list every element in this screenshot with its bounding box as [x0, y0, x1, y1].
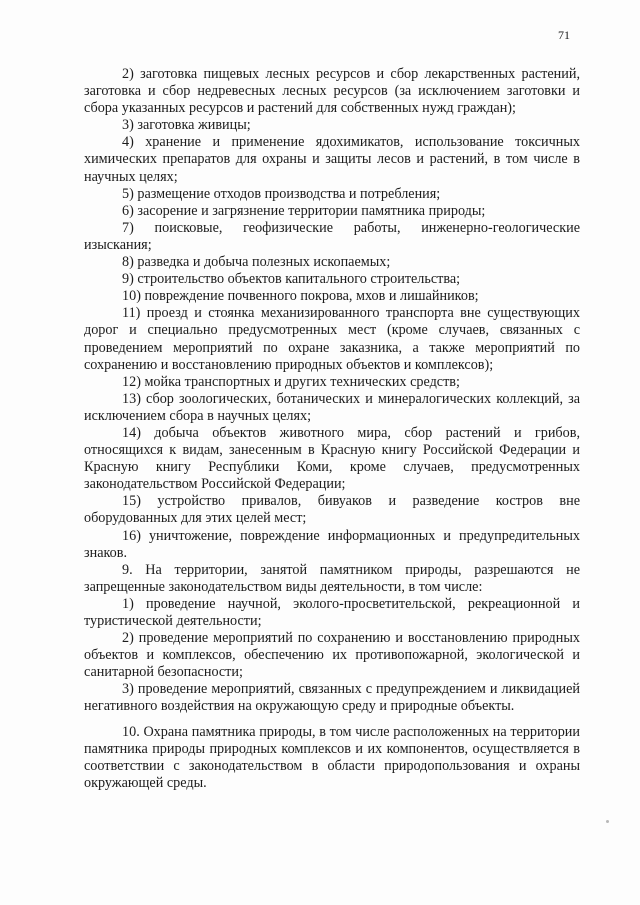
paragraph-item-9: 9) строительство объектов капитального строительства;: [122, 271, 461, 288]
paragraph-item-4: 4) хранение и применение ядохимикатов, использование токсичных химических препаратов для охраны и защиты лесов и растений, в том числе в научных целях;: [84, 134, 580, 185]
paragraph-item-6: 6) засорение и загрязнение территории памятника природы;: [122, 202, 486, 219]
section-10-paragraph: 10. Охрана памятника природы, в том числе расположенных на территории памятника природы природных комплексов и их компонентов, осуществляется в соответствии с законодательством в области природопользования и охраны окружающей среды.: [84, 723, 580, 791]
paragraph-item-12: 12) мойка транспортных и других технических средств;: [122, 373, 460, 390]
section-9-intro: 9. На территории, занятой памятником природы, разрешаются не запрещенные законодательством виды деятельности, в том числе:: [84, 561, 580, 595]
paragraph-item-11: 11) проезд и стоянка механизированного транспорта вне существующих дорог и специально предусмотренных мест (кроме случаев, связанных с проведением мероприятий по охране заказника, а также мероприятий по сохранению и восстановлению природных объектов и комплексов);: [84, 305, 580, 373]
page-number: 71: [558, 28, 570, 42]
paragraph-item-7: 7) поисковые, геофизические работы, инженерно-геологические изыскания;: [84, 219, 580, 253]
paragraph-item-3: 3) заготовка живицы;: [122, 117, 251, 134]
paragraph-item-14: 14) добыча объектов животного мира, сбор растений и грибов, относящихся к видам, занесенным в Красную книгу Российской Федерации и Красную книгу Республики Коми, кроме случаев, предусмотренных законодательством Российской Федерации;: [84, 424, 580, 493]
permitted-item-1: 1) проведение научной, эколого-просветительской, рекреационной и туристической деятельности;: [84, 595, 580, 629]
scan-speck: [606, 820, 609, 823]
paragraph-item-15: 15) устройство привалов, бивуаков и разведение костров вне оборудованных для этих целей мест;: [84, 493, 580, 527]
document-body: [84, 66, 580, 792]
paragraph-item-5: 5) размещение отходов производства и потребления;: [122, 185, 441, 202]
paragraph-item-2: 2) заготовка пищевых лесных ресурсов и сбор лекарственных растений, заготовка и сбор недревесных лесных ресурсов (за исключением заготовки и сбора указанных ресурсов и растений для собственных нужд граждан);: [84, 66, 580, 117]
permitted-item-3: 3) проведение мероприятий, связанных с предупреждением и ликвидацией негативного воздействия на окружающую среду и природные объекты.: [84, 681, 580, 715]
paragraph-item-13: 13) сбор зоологических, ботанических и минералогических коллекций, за исключением сбора в научных целях;: [84, 390, 580, 424]
paragraph-item-8: 8) разведка и добыча полезных ископаемых;: [122, 254, 391, 271]
paragraph-item-10: 10) повреждение почвенного покрова, мхов и лишайников;: [122, 288, 479, 305]
permitted-item-2: 2) проведение мероприятий по сохранению и восстановлению природных объектов и комплексов, обеспечению их противопожарной, экологической и санитарной безопасности;: [84, 630, 580, 681]
paragraph-item-16: 16) уничтожение, повреждение информационных и предупредительных знаков.: [84, 527, 580, 561]
